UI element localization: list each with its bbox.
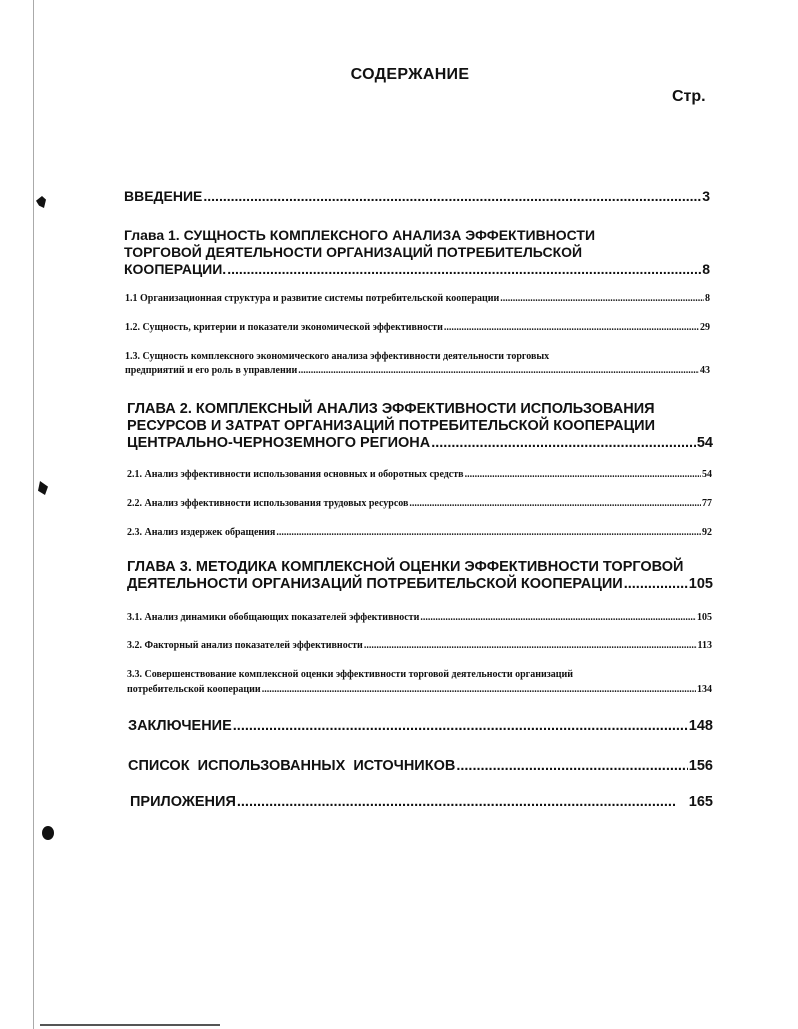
toc-entry-section-1-3 — [125, 365, 710, 376]
toc-section-3-3-first-line — [127, 669, 573, 680]
toc-entry-text: ВВЕДЕНИЕ — [124, 188, 203, 204]
dot-leader — [444, 322, 699, 333]
toc-page-number: 54 — [702, 469, 712, 480]
dot-leader — [420, 612, 696, 623]
toc-page-number: 113 — [697, 640, 712, 651]
toc-page-number: 3 — [702, 188, 710, 204]
toc-entry-text: потребительской кооперации — [127, 684, 261, 695]
toc-page-number: 156 — [688, 758, 713, 774]
toc-entry-section-3-3 — [127, 684, 712, 695]
dot-leader — [276, 527, 701, 538]
toc-entry-section-1-1 — [125, 293, 710, 304]
toc-entry-section-2-1 — [127, 469, 712, 480]
dot-leader — [298, 365, 699, 376]
toc-entry-chapter-1 — [124, 261, 710, 277]
toc-entry-text: 3.2. Факторный анализ показателей эффективности — [127, 640, 363, 651]
toc-entry-text: 3.1. Анализ динамики обобщающих показателей эффективности — [127, 612, 420, 623]
toc-page-number: 43 — [700, 365, 710, 376]
scan-blot — [36, 196, 46, 208]
dot-leader — [500, 293, 704, 304]
toc-entry-appendices — [130, 794, 713, 810]
toc-page-number: 29 — [700, 322, 710, 333]
toc-entry-section-2-3 — [127, 527, 712, 538]
toc-section-1-3-first-line — [125, 351, 549, 362]
toc-entry-text: КООПЕРАЦИИ. — [124, 261, 227, 277]
chapter-heading-line: ГЛАВА 3. МЕТОДИКА КОМПЛЕКСНОЙ ОЦЕНКИ ЭФФЕКТИВНОСТИ ТОРГОВОЙ — [127, 559, 684, 575]
toc-chapter-3-heading — [127, 559, 683, 576]
toc-entry-section-3-1 — [127, 612, 712, 623]
dot-leader — [624, 576, 688, 592]
dot-leader — [364, 640, 697, 651]
toc-entry-references — [128, 758, 713, 774]
toc-entry-text: ПРИЛОЖЕНИЯ — [130, 794, 236, 810]
toc-entry-text: 1.1 Организационная структура и развитие системы потребительской кооперации — [125, 293, 500, 304]
toc-entry-conclusion — [128, 718, 713, 734]
toc-entry-introduction — [124, 188, 710, 204]
toc-chapter-1-heading — [124, 227, 595, 261]
section-text-line: 1.3. Сущность комплексного экономического анализа эффективности деятельности торговых — [125, 351, 550, 362]
toc-page-number: 105 — [688, 576, 713, 592]
toc-entry-text: ДЕЯТЕЛЬНОСТИ ОРГАНИЗАЦИЙ ПОТРЕБИТЕЛЬСКОЙ КООПЕРАЦИИ — [127, 576, 623, 592]
dot-leader — [233, 718, 688, 734]
toc-page-number: 77 — [702, 498, 712, 509]
toc-entry-text: ЗАКЛЮЧЕНИЕ — [128, 718, 232, 734]
page-column-label: Стр. — [672, 88, 706, 105]
dot-leader — [465, 469, 701, 480]
toc-page-number: 105 — [697, 612, 712, 623]
toc-entry-text: 2.3. Анализ издержек обращения — [127, 527, 276, 538]
chapter-heading-line: Глава 1. СУЩНОСТЬ КОМПЛЕКСНОГО АНАЛИЗА ЭФФЕКТИВНОСТИ — [124, 227, 596, 243]
dot-leader — [262, 684, 696, 695]
scan-blot — [38, 481, 48, 495]
chapter-heading-line: ТОРГОВОЙ ДЕЯТЕЛЬНОСТИ ОРГАНИЗАЦИЙ ПОТРЕБИТЕЛЬСКОЙ — [124, 244, 583, 260]
dot-leader — [431, 435, 696, 451]
page-title: СОДЕРЖАНИЕ — [350, 66, 470, 83]
toc-entry-section-1-2 — [125, 322, 710, 333]
toc-page-number: 8 — [705, 293, 710, 304]
dot-leader — [456, 758, 687, 774]
toc-page-number: 165 — [688, 794, 713, 810]
toc-entry-section-2-2 — [127, 498, 712, 509]
toc-page-number: 8 — [702, 261, 710, 277]
toc-entry-chapter-3 — [127, 576, 713, 592]
dot-leader — [227, 261, 701, 277]
toc-entry-chapter-2 — [127, 435, 713, 451]
toc-entry-text: СПИСОК ИСПОЛЬЗОВАННЫХ ИСТОЧНИКОВ — [128, 758, 456, 774]
toc-page-number: 148 — [688, 718, 713, 734]
toc-entry-text: предприятий и его роль в управлении — [125, 365, 298, 376]
toc-chapter-2-heading — [127, 401, 655, 435]
dot-leader — [409, 498, 701, 509]
toc-entry-section-3-2 — [127, 640, 712, 651]
dot-leader — [237, 794, 675, 810]
toc-page-number: 92 — [702, 527, 712, 538]
chapter-heading-line: РЕСУРСОВ И ЗАТРАТ ОРГАНИЗАЦИЙ ПОТРЕБИТЕЛЬСКОЙ КООПЕРАЦИИ — [127, 418, 656, 434]
scan-blot — [42, 826, 54, 840]
section-text-line: 3.3. Совершенствование комплексной оценки эффективности торговой деятельности организаций — [127, 669, 574, 680]
toc-page-number: 54 — [696, 435, 713, 451]
toc-entry-text: 1.2. Сущность, критерии и показатели экономической эффективности — [125, 322, 443, 333]
chapter-heading-line: ГЛАВА 2. КОМПЛЕКСНЫЙ АНАЛИЗ ЭФФЕКТИВНОСТИ ИСПОЛЬЗОВАНИЯ — [127, 401, 655, 417]
toc-page-number: 134 — [697, 684, 712, 695]
toc-entry-text: 2.2. Анализ эффективности использования трудовых ресурсов — [127, 498, 409, 509]
toc-entry-text: 2.1. Анализ эффективности использования основных и оборотных средств — [127, 469, 464, 480]
toc-entry-text: ЦЕНТРАЛЬНО-ЧЕРНОЗЕМНОГО РЕГИОНА — [127, 435, 431, 451]
dot-leader — [203, 188, 701, 204]
scan-bottom-line — [40, 1024, 220, 1026]
scan-edge-line — [33, 0, 34, 1029]
